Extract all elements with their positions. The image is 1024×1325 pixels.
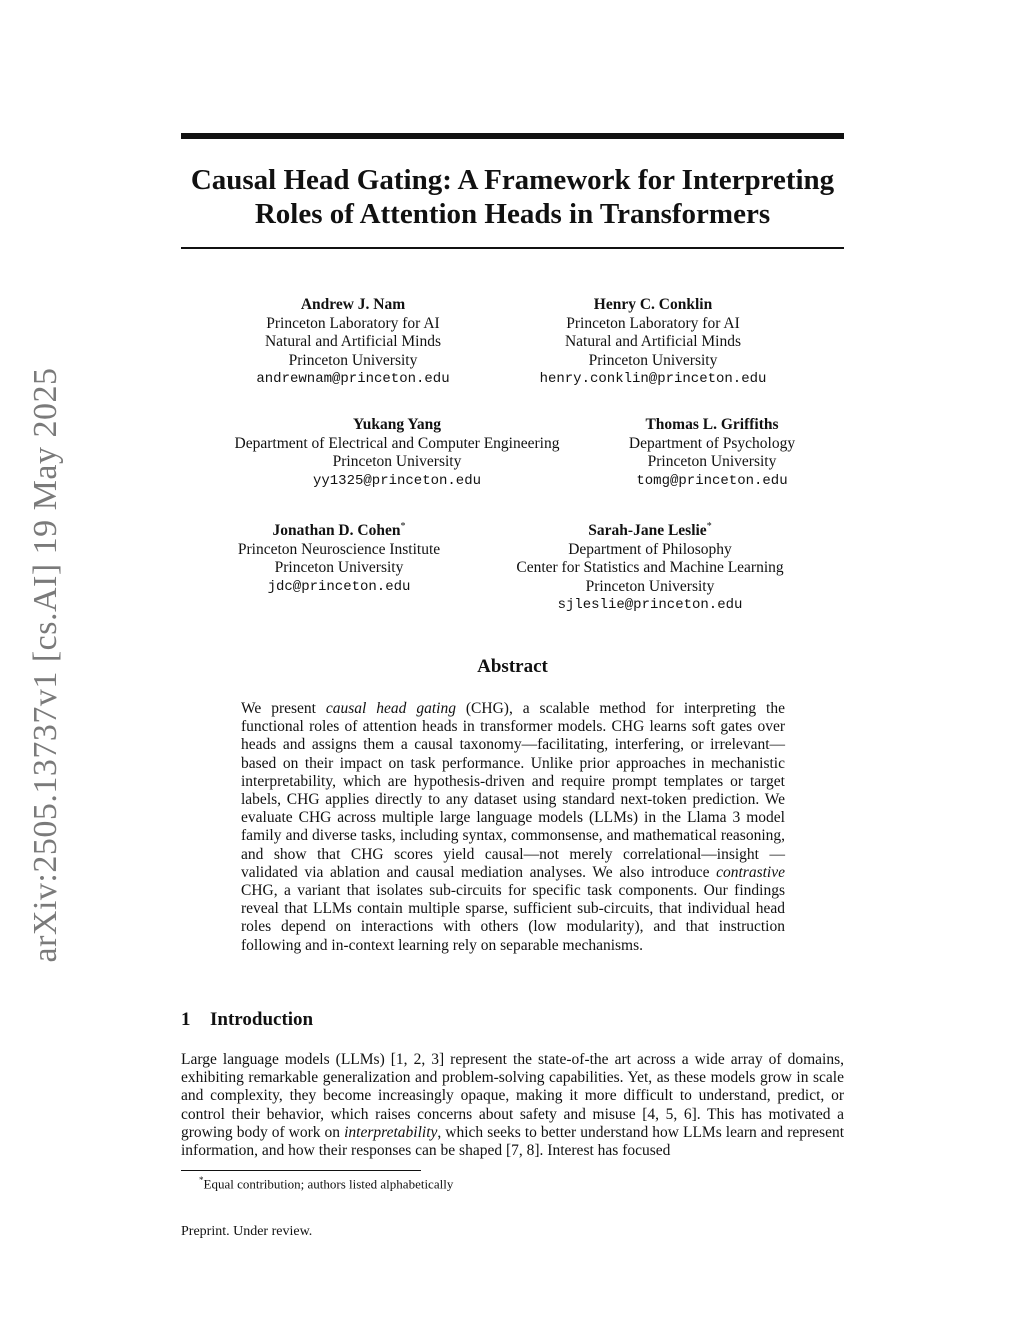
author-name: Sarah-Jane Leslie xyxy=(588,522,707,540)
author-block xyxy=(629,416,795,490)
paper-title xyxy=(181,163,844,231)
author-block xyxy=(235,416,560,490)
author-email[interactable]: jdc@princeton.edu xyxy=(267,578,411,595)
footnote-text: Equal contribution; authors listed alphabetically xyxy=(203,1176,454,1192)
author-block xyxy=(256,296,449,389)
author-affiliation: Princeton Laboratory for AI xyxy=(266,314,440,332)
title-top-rule xyxy=(181,133,844,139)
author-email[interactable]: yy1325@princeton.edu xyxy=(312,472,482,489)
section-heading xyxy=(181,1009,313,1031)
equal-contribution-mark: * xyxy=(706,521,712,532)
author-affiliation: Natural and Artificial Minds xyxy=(264,333,442,350)
author-name: Andrew J. Nam xyxy=(300,296,406,313)
abstract-emphasis: causal head gating xyxy=(325,700,456,717)
author-affiliation: Princeton Laboratory for AI xyxy=(566,314,740,332)
author-name: Jonathan D. Cohen xyxy=(272,522,401,540)
equal-contribution-mark: * xyxy=(400,521,406,532)
author-name: Thomas L. Griffiths xyxy=(645,416,779,433)
author-name: Henry C. Conklin xyxy=(593,296,713,313)
intro-paragraph xyxy=(181,1051,844,1160)
intro-text: Large language models (LLMs) [1, 2, 3] represent the state-of-the art across a wide array of domains, exhibiting remarkable generalization and problem-solving capabilities. Yet, as these models grow in scale and complexity, they become increasingly opaque, making it more difficult to understand, predict, or control their behavior, which raises concerns about safety and misuse [4, 5, 6]. This has motivated a growing body of work on xyxy=(181,1051,844,1141)
author-affiliation: Princeton University xyxy=(588,351,718,369)
author-affiliation: Princeton University xyxy=(288,351,418,369)
title-line-2: Roles of Attention Heads in Transformers xyxy=(254,198,771,230)
author-affiliation: Princeton Neuroscience Institute xyxy=(237,540,441,558)
author-affiliation: Department of Psychology xyxy=(628,434,796,452)
author-block xyxy=(238,518,440,596)
footnote-rule xyxy=(181,1170,421,1171)
author-affiliation: Princeton University xyxy=(647,453,777,470)
author-email[interactable]: henry.conklin@princeton.edu xyxy=(539,371,767,387)
author-email[interactable]: sjleslie@princeton.edu xyxy=(557,597,743,614)
author-email[interactable]: tomg@princeton.edu xyxy=(636,472,788,489)
intro-text: , which seeks to better understand how LLMs learn and represent information, and how their responses can be shaped [7, 8]. Interest has focused xyxy=(181,1123,845,1160)
abstract-text: We present xyxy=(241,700,326,717)
author-email[interactable]: andrewnam@princeton.edu xyxy=(256,371,450,387)
author-affiliation: Department of Electrical and Computer Engineering xyxy=(234,434,560,452)
author-block xyxy=(516,518,783,615)
arxiv-stamp-text: arXiv:2505.13737v1 [cs.AI] 19 May 2025 xyxy=(27,367,64,963)
preprint-notice: Preprint. Under review. xyxy=(181,1224,313,1239)
abstract-text: (CHG), a scalable method for interpreting the functional roles of attention heads in transformer models. CHG learns soft gates over heads and assigns them a causal taxonomy—facilitating, interfering, or irrelevant—based on their impact on task performance. Unlike prior approaches in mechanistic interpretability, which are hypothesis-driven and require prompt templates or target labels, CHG applies directly to any dataset using standard next-token prediction. We evaluate CHG across multiple large language models (LLMs) in the Llama 3 model family and diverse tasks, including syntax, commonsense, and mathematical reasoning, and show that CHG scores yield causal—not merely correlational—insight — validated via ablation and causal mediation analyses. We also introduce xyxy=(241,700,785,881)
intro-emphasis: interpretability xyxy=(344,1123,438,1141)
author-affiliation: Center for Statistics and Machine Learning xyxy=(516,559,784,577)
author-name: Yukang Yang xyxy=(352,416,442,433)
abstract-emphasis: contrastive xyxy=(716,863,785,881)
author-affiliation: Princeton University xyxy=(585,577,715,595)
title-line-1: Causal Head Gating: A Framework for Interpreting xyxy=(190,164,835,196)
abstract-heading: Abstract xyxy=(477,656,548,677)
section-number: 1 xyxy=(181,1009,191,1030)
abstract-text: CHG, a variant that isolates sub-circuits for specific task components. Our findings reveal that LLMs contain multiple sparse, sufficient sub-circuits, that individual head roles depend on interactions with others (low modularity), and that instruction following and in-context learning rely on separable mechanisms. xyxy=(241,882,785,954)
footnote-mark: * xyxy=(199,1175,204,1185)
author-affiliation: Department of Philosophy xyxy=(568,540,732,558)
title-bottom-rule xyxy=(181,247,844,249)
author-affiliation: Natural and Artificial Minds xyxy=(564,333,742,350)
author-affiliation: Princeton University xyxy=(274,559,404,577)
section-title: Introduction xyxy=(210,1009,314,1030)
abstract-body xyxy=(241,700,785,955)
author-block xyxy=(540,296,767,389)
footnote xyxy=(199,1175,453,1192)
author-affiliation: Princeton University xyxy=(332,453,462,470)
